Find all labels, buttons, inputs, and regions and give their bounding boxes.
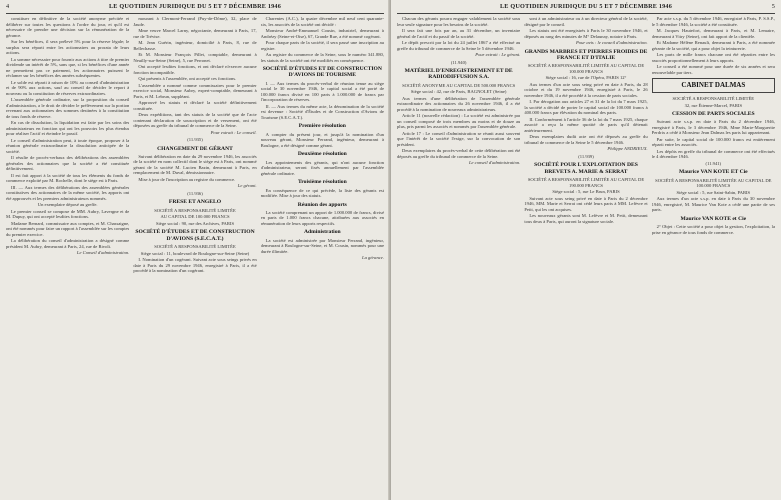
paragraph: A compter du présent jour, et jusqu'à la nomination d'un nouveau gérant, Monsieur Ferrand, ingénieur, demeurant à Boulogne, a été désigné comme gérant. — [260, 131, 384, 148]
paragraph: Article 11 (nouvelle rédaction) : La société est administrée par un conseil composé de trois membres au moins et de douze au plus, pris parmi les associés et nommés par l'assemblée générale. — [397, 113, 521, 130]
centered-line: (11.940) — [450, 59, 467, 65]
paragraph: Par acte s.s.p. du 5 décembre 1946, enregistré à Paris, P. S.S.P., le 5 décembre 1946, la société a été constituée. — [651, 16, 775, 27]
paragraph: I. Nomination d'un cogérant. Suivant acte sous seings privés en date à Paris du 29 novembre 1946, enregistré à Paris, il a été procédé à la nomination d'un cogérant. — [133, 257, 257, 274]
centered-line: SOCIÉTÉ ANONYME AU CAPITAL DE 500.000 FRANCS — [402, 82, 516, 88]
paragraph: Et Madame Hélène Renault, demeurant à Paris, a été nommée gérante de la société, qui a pour objet la teinturerie. — [651, 40, 775, 51]
centered-line: Siège social : 5, rue Saint-Sabin, PARIS — [676, 189, 751, 195]
centered-line: Siège social : 5, rue Le Brun, PARIS — [552, 189, 620, 195]
left-page-number: 4 — [6, 3, 10, 10]
paragraph: Mise à jour de l'inscription au registre du commerce. — [138, 176, 236, 182]
paragraph: II. Conformément à l'article 36 de la loi du 7 mars 1925, chaque associé a reçu la même quotité de parts qu'il détenait antérieurement. — [524, 116, 648, 133]
paragraph: Article 17 : Le conseil d'administration se réunit aussi souvent que l'intérêt de la société l'exige, sur la convocation de son président. — [397, 130, 521, 147]
paragraph: Qui présents à l'assemblée, ont accepté ces fonctions. — [138, 76, 237, 81]
notice-heading: Maurice VAN KOTE ET Cie — [678, 169, 748, 176]
signature-line: Le gérant. — [237, 183, 257, 189]
signature-line: Le conseil d'administration. — [468, 160, 521, 166]
paragraph: I. Par dérogation aux articles 27 et 31 de la loi du 7 mars 1925, la société a décidé de porter le capital social de 100.000 francs à 400.000 francs par élévation du nominal des parts. — [524, 99, 648, 116]
left-column-3 — [261, 16, 384, 496]
right-columns — [397, 16, 775, 496]
left-columns — [6, 16, 384, 496]
centered-line: 32, rue Étienne-Marcel, PARIS — [684, 102, 742, 108]
paragraph: Aux termes d'un acte sous seing privé en date à Paris, du 28 octobre et du 19 novembre 1946, enregistré à Paris, le 26 novembre 1946, il a été procédé à la cession de parts sociales. — [524, 81, 648, 98]
paragraph: Mme veuve Marcel Larny, négociante, demeurant à Paris, 17, rue de Trévise. — [133, 28, 257, 39]
paragraph: M. Jacques Hautefort, demeurant à Paris, et M. Lemaire, demeurant à Vitry (Seine), ont fait apport de la clientèle. — [651, 28, 775, 39]
left-page-title: LE QUOTIDIEN JURIDIQUE DU 5 ET 7 DÉCEMBRE 1946 — [108, 3, 282, 10]
paragraph: Suivant acte sous seing privé en date à Paris du 2 décembre 1946, MM. Marie et Serrat ont cédé leurs parts à MM. Lefèvre et Petit, qui les ont acquises. — [524, 195, 648, 212]
notice-heading: CESSION DE PARTS SOCIALES — [672, 111, 755, 117]
notice-heading: MATÉRIEL D'ENREGISTREMENT ET DE RADIODIFFUSION S.A. — [404, 68, 513, 81]
paragraph: Suivant délibération en date du 29 novembre 1946, les associés de la société en nom collectif dont le siège est à Paris, ont nommé gérant de la société M. Lucien Bazin, demeurant à Paris, en remplacement de M. Duval, démissionnaire. — [133, 153, 257, 176]
centered-line: Siège social : 11, boulevard de Boulogne-sur-Seine (Seine) — [140, 250, 250, 256]
signature-line: Philippe ANDRIEUX. — [607, 146, 648, 152]
paragraph: Deux exemplaires du procès-verbal de cette délibération ont été déposés au greffe du tribunal de commerce de la Seine. — [397, 148, 521, 159]
centered-line: SOCIÉTÉ A RESPONSABILITÉ LIMITÉE AU CAPITAL DE 190.000 FRANCS — [527, 177, 645, 188]
paragraph: Les dépôts en greffe du tribunal de commerce ont été effectués le 4 décembre 1946. — [651, 148, 775, 160]
paragraph: Le conseil a été nommé pour une durée de six années et sera renouvelable par tiers. — [651, 64, 775, 75]
paragraph: mourant à Clermont-Ferrand (Puy-de-Dôme), 32, place de Jaude. — [133, 16, 257, 27]
centered-line: (11.935) — [187, 137, 203, 142]
centered-line: SOCIÉTÉ A RESPONSABILITÉ LIMITÉE — [154, 244, 236, 250]
paragraph: La société comprenant un apport de 1.000.000 de francs, divisé en parts de 1.000 francs chacune, attribuées aux associés en rémunération de leurs apports respectifs. — [260, 209, 384, 226]
centered-line: SOCIÉTÉ A RESPONSABILITÉ LIMITÉE AU CAPITAL DE 100.000 FRANCS — [527, 63, 645, 74]
left-header-rule — [6, 13, 384, 14]
notice-heading: SOCIÉTÉ D'ÉTUDES ET DE CONSTRUCTION D'AVIONS DE TOURISME — [262, 66, 382, 79]
paragraph: Le dépôt prescrit par la loi du 24 juillet 1867 a été effectué au greffe du tribunal de commerce de la Seine le 5 décembre 1946. — [397, 40, 521, 51]
right-page-header — [397, 3, 775, 13]
paragraph: sont à un administrateur ou à un directeur général de la société, désigné par le conseil. — [524, 16, 648, 27]
paragraph: Il sera fait une fois par an, au 31 décembre, un inventaire général de l'actif et du passif de la société. — [397, 28, 521, 39]
paragraph: 2° Objet : Cette société a pour objet la gestion, l'exploitation, la prise en gérance de tous fonds de commerce. — [651, 224, 775, 235]
centered-line: SOCIÉTÉ A RESPONSABILITÉ LIMITÉE — [672, 96, 755, 101]
notice-heading: Administration — [303, 229, 341, 236]
paragraph: Le premier conseil se compose de MM. Aubry, Lavergne et de M. Dupuy, qui ont accepté lesdites fonctions. — [6, 208, 130, 219]
paragraph: Par suite, le capital social de 100.000 francs est entièrement réparti entre les associés. — [651, 136, 775, 148]
signature-line: Pour avis : le conseil d'administration. — [575, 40, 648, 45]
paragraph: La délibération du conseil d'administration a désigné comme président M. Aubry, demeurant à Paris, 24, rue de Rivoli. — [6, 238, 130, 249]
notice-heading: SOCIÉTÉ POUR L'EXPLOITATION DES BREVETS A. MARIE & SERRAT — [534, 162, 638, 175]
right-column-1 — [397, 16, 520, 496]
paragraph: M. Jean Guérin, ingénieur, domicilié à Paris, 8, rue de Bellechasse. — [133, 40, 257, 51]
paragraph: La somme nécessaire pour fournir aux actions à titre de premier dividende un intérêt de 5%, sans que, si les bénéfices d'une année ne permettent pas ce paiement, les actionnaires puissent le réclamer sur les bénéfices des années subséquentes. — [6, 56, 130, 78]
paragraph: Chacun des gérants pourra engager valablement la société sous leur seule signature pour les besoins de la société. — [397, 16, 521, 27]
paragraph: Et M. Monsieur François Pillet, comptable, demeurant à Neuilly-sur-Seine (Seine), 5, rue Perronet. — [133, 52, 257, 63]
paragraph: Le conseil d'administration peut, à toute époque, proposer à la réunion générale extraordinaire la dissolution anticipée de la société. — [6, 137, 130, 154]
paragraph: Il résulte de procès-verbaux des délibérations des assemblées générales des actionnaires que la société a été constituée définitivement. — [6, 155, 130, 171]
left-column-2 — [133, 16, 256, 496]
centered-line: (11.936) — [187, 190, 203, 196]
notice-heading: CHANGEMENT DE GÉRANT — [157, 145, 233, 152]
centered-line: Siège social : 42, rue de Paris, BAGNOLET (Seine) — [410, 89, 507, 95]
centered-line: (11.939) — [578, 153, 594, 159]
paragraph: Monsieur André-Emmanuel Cousin, industriel, demeurant à Andrézy (Seine-et-Oise), 67, Grande Rue, a été nommé cogérant. — [260, 28, 384, 39]
paragraph: Les appointements des gérants, qui n'ont aucune fonction d'administrateur, seront fixés annuellement par l'assemblée générale ordinaire. — [260, 159, 384, 176]
paragraph: L'assemblée générale ordinaire, sur la proposition du conseil d'administration, a le droit de décider le prélèvement sur la portion revenant aux actionnaires des sommes destinées à la constitution de tous fonds de réserve. — [6, 97, 130, 119]
right-column-3 — [652, 16, 775, 496]
notice-heading: Deuxième résolution — [297, 151, 347, 158]
paragraph: Ont accepté lesdites fonctions, et ont déclaré n'exercer aucune fonction incompatible. — [133, 64, 257, 75]
paragraph: La société est administrée par Monsieur Ferrand, ingénieur, demeurant à Boulogne-sur-Seine, et M. Cousin, nommés pour une durée illimitée. — [260, 237, 384, 254]
notice-heading: Maurice VAN KOTE et Cie — [680, 215, 747, 222]
notice-heading: Réunion des apports — [297, 201, 347, 208]
paragraph: Les parts de mille francs chacune ont été réparties entre les associés proportionnellement à leurs apports. — [651, 52, 775, 63]
paragraph: Sur les bénéfices, il sera prélevé 5% pour la réserve légale; le surplus sera réparti entre les actionnaires au prorata de leurs actions. — [6, 39, 130, 55]
paragraph: Pour chaque parts de la société, il sera passé une inscription au registre. — [260, 40, 384, 51]
centered-line: Un exemplaire déposé au greffe. — [37, 202, 98, 207]
paragraph: En cas de dissolution, la liquidation est faite par les soins des administrateurs en fonction qui ont les pouvoirs les plus étendus pour réaliser l'actif et éteindre le passif. — [6, 120, 130, 136]
paragraph: Le solde est réparti à raison de 10% au conseil d'administration et de 90% aux actions, sauf au conseil de décider le report à nouveau ou la constitution de réserves extraordinaires. — [6, 79, 130, 96]
right-header-rule — [397, 13, 775, 14]
left-page — [0, 0, 390, 500]
paragraph: L'assemblée a nommé comme commissaires pour le premier exercice social, Monsieur Aubry, expert-comptable, demeurant à Paris, et M. Lebrun, suppléant. — [133, 82, 257, 99]
paragraph: III. — Aux termes des délibérations des assemblées générales constitutives des actionnaires de la même société, les apports ont été approuvés et les premiers administrateurs nommés. — [6, 184, 130, 201]
centered-line: SOCIÉTÉ A RESPONSABILITÉ LIMITÉE — [154, 207, 236, 213]
notice-heading: FRESE ET ANGELO — [168, 199, 222, 206]
paragraph: Au registre du commerce de la Seine, sous le numéro 341.880, les statuts de la société ont été modifiés en conséquence. — [260, 52, 384, 63]
signature-line: Pour extrait : Le gérant. — [475, 52, 521, 57]
right-page-title: LE QUOTIDIEN JURIDIQUE DU 5 ET 7 DÉCEMBRE 1946 — [499, 3, 673, 10]
centered-line: Siège social : 90, rue des Archives, PARIS — [155, 220, 235, 226]
notice-heading: GRANDS MARBRES ET PIERRES FROIDES DE FRANCE ET D'ITALIE — [524, 48, 648, 61]
centered-line: Siège social : 16, rue de l'Opéra, PARIS 12° — [545, 75, 627, 81]
boxed-heading: CABINET DALMAS — [652, 78, 775, 93]
notice-heading: Première résolution — [298, 123, 346, 130]
paragraph: Approuvé les statuts et déclaré la société définitivement constituée. — [133, 100, 257, 111]
paragraph: constituer en définitive de la société anonyme précitée et délibérer sur toutes les questions à l'ordre du jour, et qu'il est nécessaire de prendre une décision sur la rémunération de la gérance. — [6, 16, 130, 38]
paragraph: Il est fait apport à la société de tous les éléments du fonds de commerce exploité par M. Rochelle, dont le siège est à Paris. — [6, 172, 130, 183]
right-column-2 — [524, 16, 647, 496]
signature-line: Le Conseil d'administration. — [76, 250, 130, 255]
left-column-1 — [6, 16, 129, 496]
paragraph: Aux termes d'un acte s.s.p. en date à Paris du 30 novembre 1946, enregistré, M. Maurice Van Kote a cédé une partie de ses parts. — [651, 196, 775, 213]
paragraph: Les nouveaux gérants sont M. Lefèvre et M. Petit, demeurant tous deux à Paris, qui auront la signature sociale. — [524, 213, 648, 224]
centered-line: SOCIÉTÉ A RESPONSABILITÉ LIMITÉE AU CAPITAL DE 100.000 FRANCS — [655, 177, 772, 189]
left-page-header — [6, 3, 384, 13]
paragraph: Les statuts ont été enregistrés à Paris le 30 novembre 1946, et déposés au rang des minutes de M° Delaunay, notaire à Paris. — [524, 28, 648, 39]
notice-heading: SOCIÉTÉ D'ÉTUDES ET DE CONSTRUCTION D'AVIONS (S.E.C.A.T.) — [135, 229, 255, 242]
paragraph: I. — Aux termes du procès-verbal de réunion tenue au siège social le 30 novembre 1946, le capital social a été porté de 100.000 francs divisé en 100 parts à 1.000.000 de francs par l'incorporation de réserves. — [260, 80, 384, 103]
centered-line: (11.941) — [705, 160, 722, 166]
paragraph: Deux exemplaires dudit acte ont été déposés au greffe du tribunal de commerce de la Seine le 5 décembre 1946. — [524, 134, 648, 145]
paragraph: En conséquence de ce qui précède, la liste des gérants est modifiée. Mise à jour des statuts. — [260, 187, 384, 199]
right-page-number: 5 — [771, 3, 775, 10]
paragraph: Charentes (A.C.), la quatre décembre mil neuf cent quarante-six, les associés de la société ont décidé : — [260, 16, 384, 27]
notice-heading: Troisième résolution — [297, 179, 347, 186]
centered-line: AU CAPITAL DE 100.000 FRANCS — [160, 214, 230, 220]
paragraph: Suivant acte s.s.p. en date à Paris du 2 décembre 1946, enregistré à Paris, le 3 décembre 1946, Mme Marie-Marguerite Perdrix a cédé à Monsieur Jean Dalmas les parts lui appartenant. — [651, 119, 775, 136]
paragraph: Madame Bernard, commissaire aux comptes, et M. Chassaigne, ont été nommés pour faire un rapport à l'assemblée sur les comptes du premier exercice. — [6, 220, 130, 237]
paragraph: Deux expéditions, tant des statuts de la société que de l'acte contenant déclaration de souscription et de versement, ont été déposées au greffe du tribunal de commerce de la Seine. — [133, 112, 257, 128]
right-page — [391, 0, 781, 500]
paragraph: II. — Aux termes du même acte, la dénomination de la société est devenue : Société d'Études et de Construction d'Avions de Tourisme (S.E.C.A.T.). — [260, 103, 384, 120]
signature-line: La gérance. — [362, 255, 384, 261]
signature-line: Pour extrait : Le conseil. — [210, 129, 257, 135]
paragraph: Aux termes d'une délibération de l'assemblée générale extraordinaire des actionnaires du 26 novembre 1946, il a été procédé à la nomination de nouveaux administrateurs. — [397, 95, 521, 112]
